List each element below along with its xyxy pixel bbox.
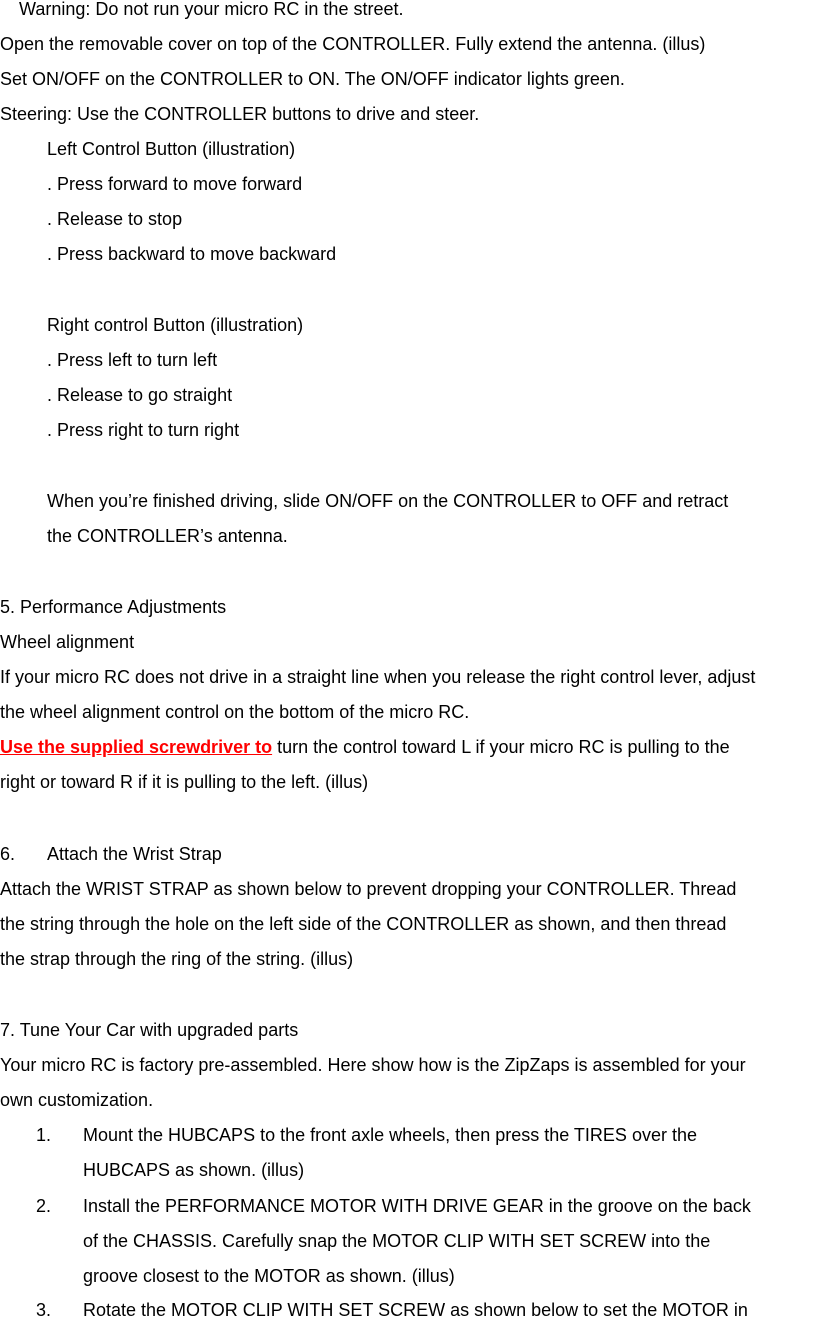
section6-heading: Attach the Wrist Strap xyxy=(47,844,222,864)
section7-line-2: own customization. xyxy=(0,1090,154,1110)
section5-line-1: If your micro RC does not drive in a straight line when you release the right control lever, adjust xyxy=(0,667,756,687)
section5-line-3-rest: turn the control toward L if your micro RC is pulling to the xyxy=(272,737,730,757)
left-button-item-forward: . Press forward to move forward xyxy=(47,174,303,194)
left-button-item-stop: . Release to stop xyxy=(47,209,183,229)
left-button-title: Left Control Button (illustration) xyxy=(47,139,296,159)
section6-line-1: Attach the WRIST STRAP as shown below to prevent dropping your CONTROLLER. Thread xyxy=(0,879,737,899)
right-button-item-right: . Press right to turn right xyxy=(47,420,240,440)
list-item-2-line-2: of the CHASSIS. Carefully snap the MOTOR CLIP WITH SET SCREW into the xyxy=(83,1231,711,1251)
section5-subheading: Wheel alignment xyxy=(0,632,135,652)
list-item-1-line-2: HUBCAPS as shown. (illus) xyxy=(83,1160,305,1180)
warning-text: Warning: Do not run your micro RC in the street. xyxy=(19,0,404,19)
section7-heading: 7. Tune Your Car with upgraded parts xyxy=(0,1020,299,1040)
right-button-item-left: . Press left to turn left xyxy=(47,350,218,370)
list-item-1-line-1: Mount the HUBCAPS to the front axle wheels, then press the TIRES over the xyxy=(83,1125,697,1145)
list-item-2-number: 2. xyxy=(36,1196,52,1216)
step-open-cover: Open the removable cover on top of the CONTROLLER. Fully extend the antenna. (illus) xyxy=(0,34,706,54)
section5-heading: 5. Performance Adjustments xyxy=(0,597,227,617)
screwdriver-highlight: Use the supplied screwdriver to xyxy=(0,737,273,757)
step-power-on: Set ON/OFF on the CONTROLLER to ON. The ON/OFF indicator lights green. xyxy=(0,69,625,89)
list-item-2-line-3: groove closest to the MOTOR as shown. (illus) xyxy=(83,1266,455,1286)
section5-line-3 xyxy=(0,736,730,758)
right-button-title: Right control Button (illustration) xyxy=(47,315,304,335)
section5-line-2: the wheel alignment control on the bottom of the micro RC. xyxy=(0,702,470,722)
finish-line-1: When you’re finished driving, slide ON/OFF on the CONTROLLER to OFF and retract xyxy=(47,491,729,511)
section6-line-2: the string through the hole on the left side of the CONTROLLER as shown, and then thread xyxy=(0,914,727,934)
section6-line-3: the strap through the ring of the string. (illus) xyxy=(0,949,354,969)
finish-line-2: the CONTROLLER’s antenna. xyxy=(47,526,288,546)
section5-line-4: right or toward R if it is pulling to the left. (illus) xyxy=(0,772,369,792)
right-button-item-straight: . Release to go straight xyxy=(47,385,233,405)
list-item-1-number: 1. xyxy=(36,1125,52,1145)
list-item-3-line-1: Rotate the MOTOR CLIP WITH SET SCREW as shown below to set the MOTOR in xyxy=(83,1300,748,1320)
list-item-3-number: 3. xyxy=(36,1300,52,1320)
section6-number: 6. xyxy=(0,844,16,864)
section7-line-1: Your micro RC is factory pre-assembled. Here show how is the ZipZaps is assembled for your xyxy=(0,1055,746,1075)
list-item-2-line-1: Install the PERFORMANCE MOTOR WITH DRIVE GEAR in the groove on the back xyxy=(83,1196,751,1216)
left-button-item-backward: . Press backward to move backward xyxy=(47,244,337,264)
step-steering: Steering: Use the CONTROLLER buttons to drive and steer. xyxy=(0,104,480,124)
